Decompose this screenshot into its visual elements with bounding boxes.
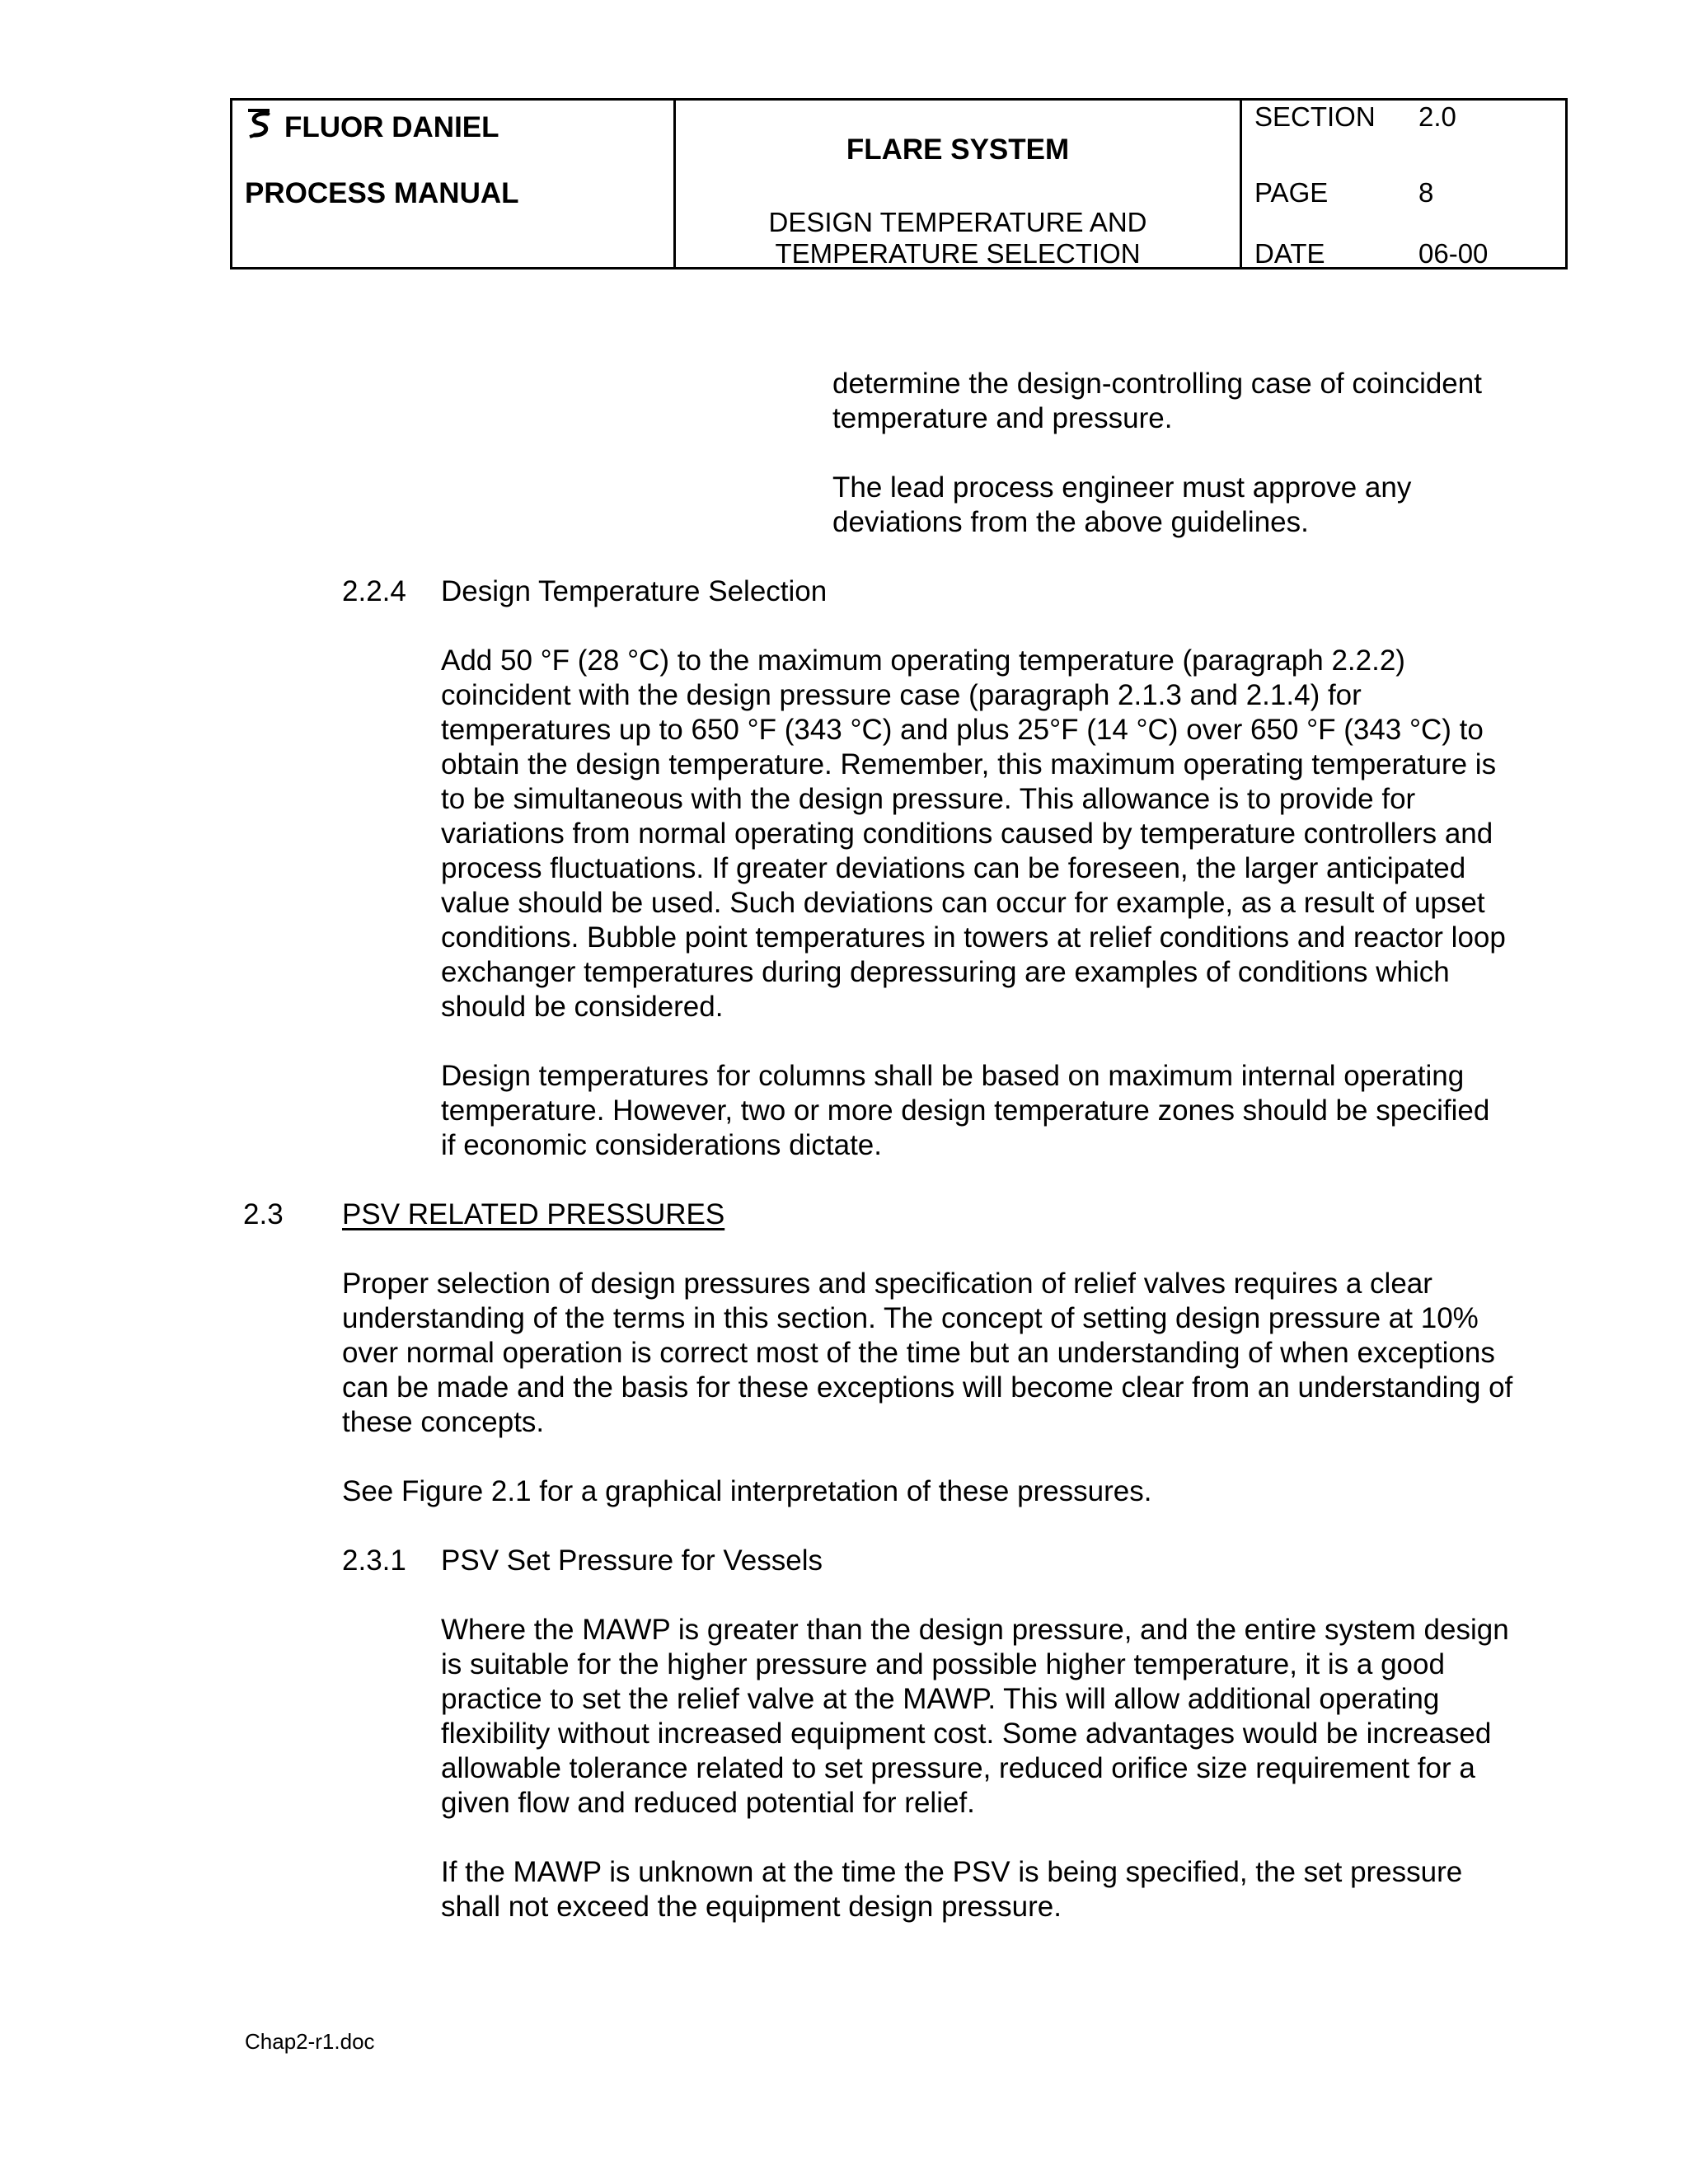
text-line: Proper selection of design pressures and specification of relief valves requires a clear	[342, 1268, 1432, 1300]
text-line: temperature. However, two or more design temperature zones should be specified	[441, 1094, 1490, 1127]
document-subtitle-line1: DESIGN TEMPERATURE AND	[768, 207, 1147, 237]
text-line: given flow and reduced potential for relief.	[441, 1787, 975, 1819]
fluor-daniel-logo-icon	[245, 105, 274, 144]
company-name: FLUOR DANIEL	[284, 111, 499, 143]
document-subtitle-line2: TEMPERATURE SELECTION	[775, 238, 1141, 269]
text-line: if economic considerations dictate.	[441, 1129, 882, 1161]
text-line: determine the design-controlling case of coincident	[832, 368, 1482, 400]
text-line: coincident with the design pressure case (paragraph 2.1.3 and 2.1.4) for	[441, 679, 1362, 711]
section-number-2-3-1: 2.3.1	[342, 1544, 406, 1577]
text-line: Add 50 °F (28 °C) to the maximum operating temperature (paragraph 2.2.2)	[441, 644, 1405, 677]
text-line: Design temperatures for columns shall be based on maximum internal operating	[441, 1060, 1465, 1092]
footer-filename: Chap2-r1.doc	[245, 2029, 375, 2054]
date-label: DATE	[1254, 238, 1325, 269]
section-title-2-3-1: PSV Set Pressure for Vessels	[441, 1544, 823, 1577]
text-line: variations from normal operating conditions caused by temperature controllers and	[441, 818, 1493, 850]
text-line: is suitable for the higher pressure and possible higher temperature, it is a good	[441, 1648, 1445, 1680]
text-line: process fluctuations. If greater deviations can be foreseen, the larger anticipated	[441, 852, 1466, 884]
text-line: If the MAWP is unknown at the time the PSV is being specified, the set pressure	[441, 1856, 1463, 1888]
text-line: temperatures up to 650 °F (343 °C) and plus 25°F (14 °C) over 650 °F (343 °C) to	[441, 714, 1484, 746]
text-line: temperature and pressure.	[832, 402, 1173, 434]
header-divider	[1240, 101, 1242, 267]
document-title: FLARE SYSTEM	[846, 134, 1070, 166]
figure-reference-paragraph: See Figure 2.1 for a graphical interpretation of these pressures.	[342, 1475, 1152, 1507]
section-value: 2.0	[1418, 101, 1456, 132]
text-line: deviations from the above guidelines.	[832, 506, 1309, 538]
text-line: The lead process engineer must approve any	[832, 471, 1412, 504]
text-line: understanding of the terms in this section. The concept of setting design pressure at 10%	[342, 1302, 1479, 1334]
text-line: these concepts.	[342, 1406, 545, 1438]
section-number-2-3: 2.3	[243, 1198, 284, 1230]
text-line: Where the MAWP is greater than the design pressure, and the entire system design	[441, 1614, 1509, 1646]
text-line: obtain the design temperature. Remember, this maximum operating temperature is	[441, 748, 1497, 780]
manual-title: PROCESS MANUAL	[245, 177, 519, 209]
text-line: flexibility without increased equipment cost. Some advantages would be increased	[441, 1718, 1492, 1750]
section-number-2-2-4: 2.2.4	[342, 575, 406, 607]
text-line: exchanger temperatures during depressuring are examples of conditions which	[441, 956, 1450, 988]
page-label: PAGE	[1254, 177, 1329, 208]
text-line: over normal operation is correct most of the time but an understanding of when exceptions	[342, 1337, 1495, 1369]
text-line: should be considered.	[441, 991, 724, 1023]
text-line: practice to set the relief valve at the MAWP. This will allow additional operating	[441, 1683, 1440, 1715]
text-line: value should be used. Such deviations can occur for example, as a result of upset	[441, 887, 1485, 919]
text-line: can be made and the basis for these exceptions will become clear from an understanding of	[342, 1371, 1513, 1404]
text-line: allowable tolerance related to set pressure, reduced orifice size requirement for a	[441, 1752, 1475, 1784]
text-line: shall not exceed the equipment design pressure.	[441, 1891, 1062, 1923]
page-value: 8	[1418, 177, 1434, 208]
date-value: 06-00	[1418, 238, 1489, 269]
section-title-2-2-4: Design Temperature Selection	[441, 575, 828, 607]
text-line: to be simultaneous with the design pressure. This allowance is to provide for	[441, 783, 1416, 815]
section-title-2-3: PSV RELATED PRESSURES	[342, 1198, 725, 1230]
document-header	[230, 98, 1568, 269]
section-label: SECTION	[1254, 101, 1376, 132]
text-line: conditions. Bubble point temperatures in towers at relief conditions and reactor loop	[441, 921, 1506, 954]
